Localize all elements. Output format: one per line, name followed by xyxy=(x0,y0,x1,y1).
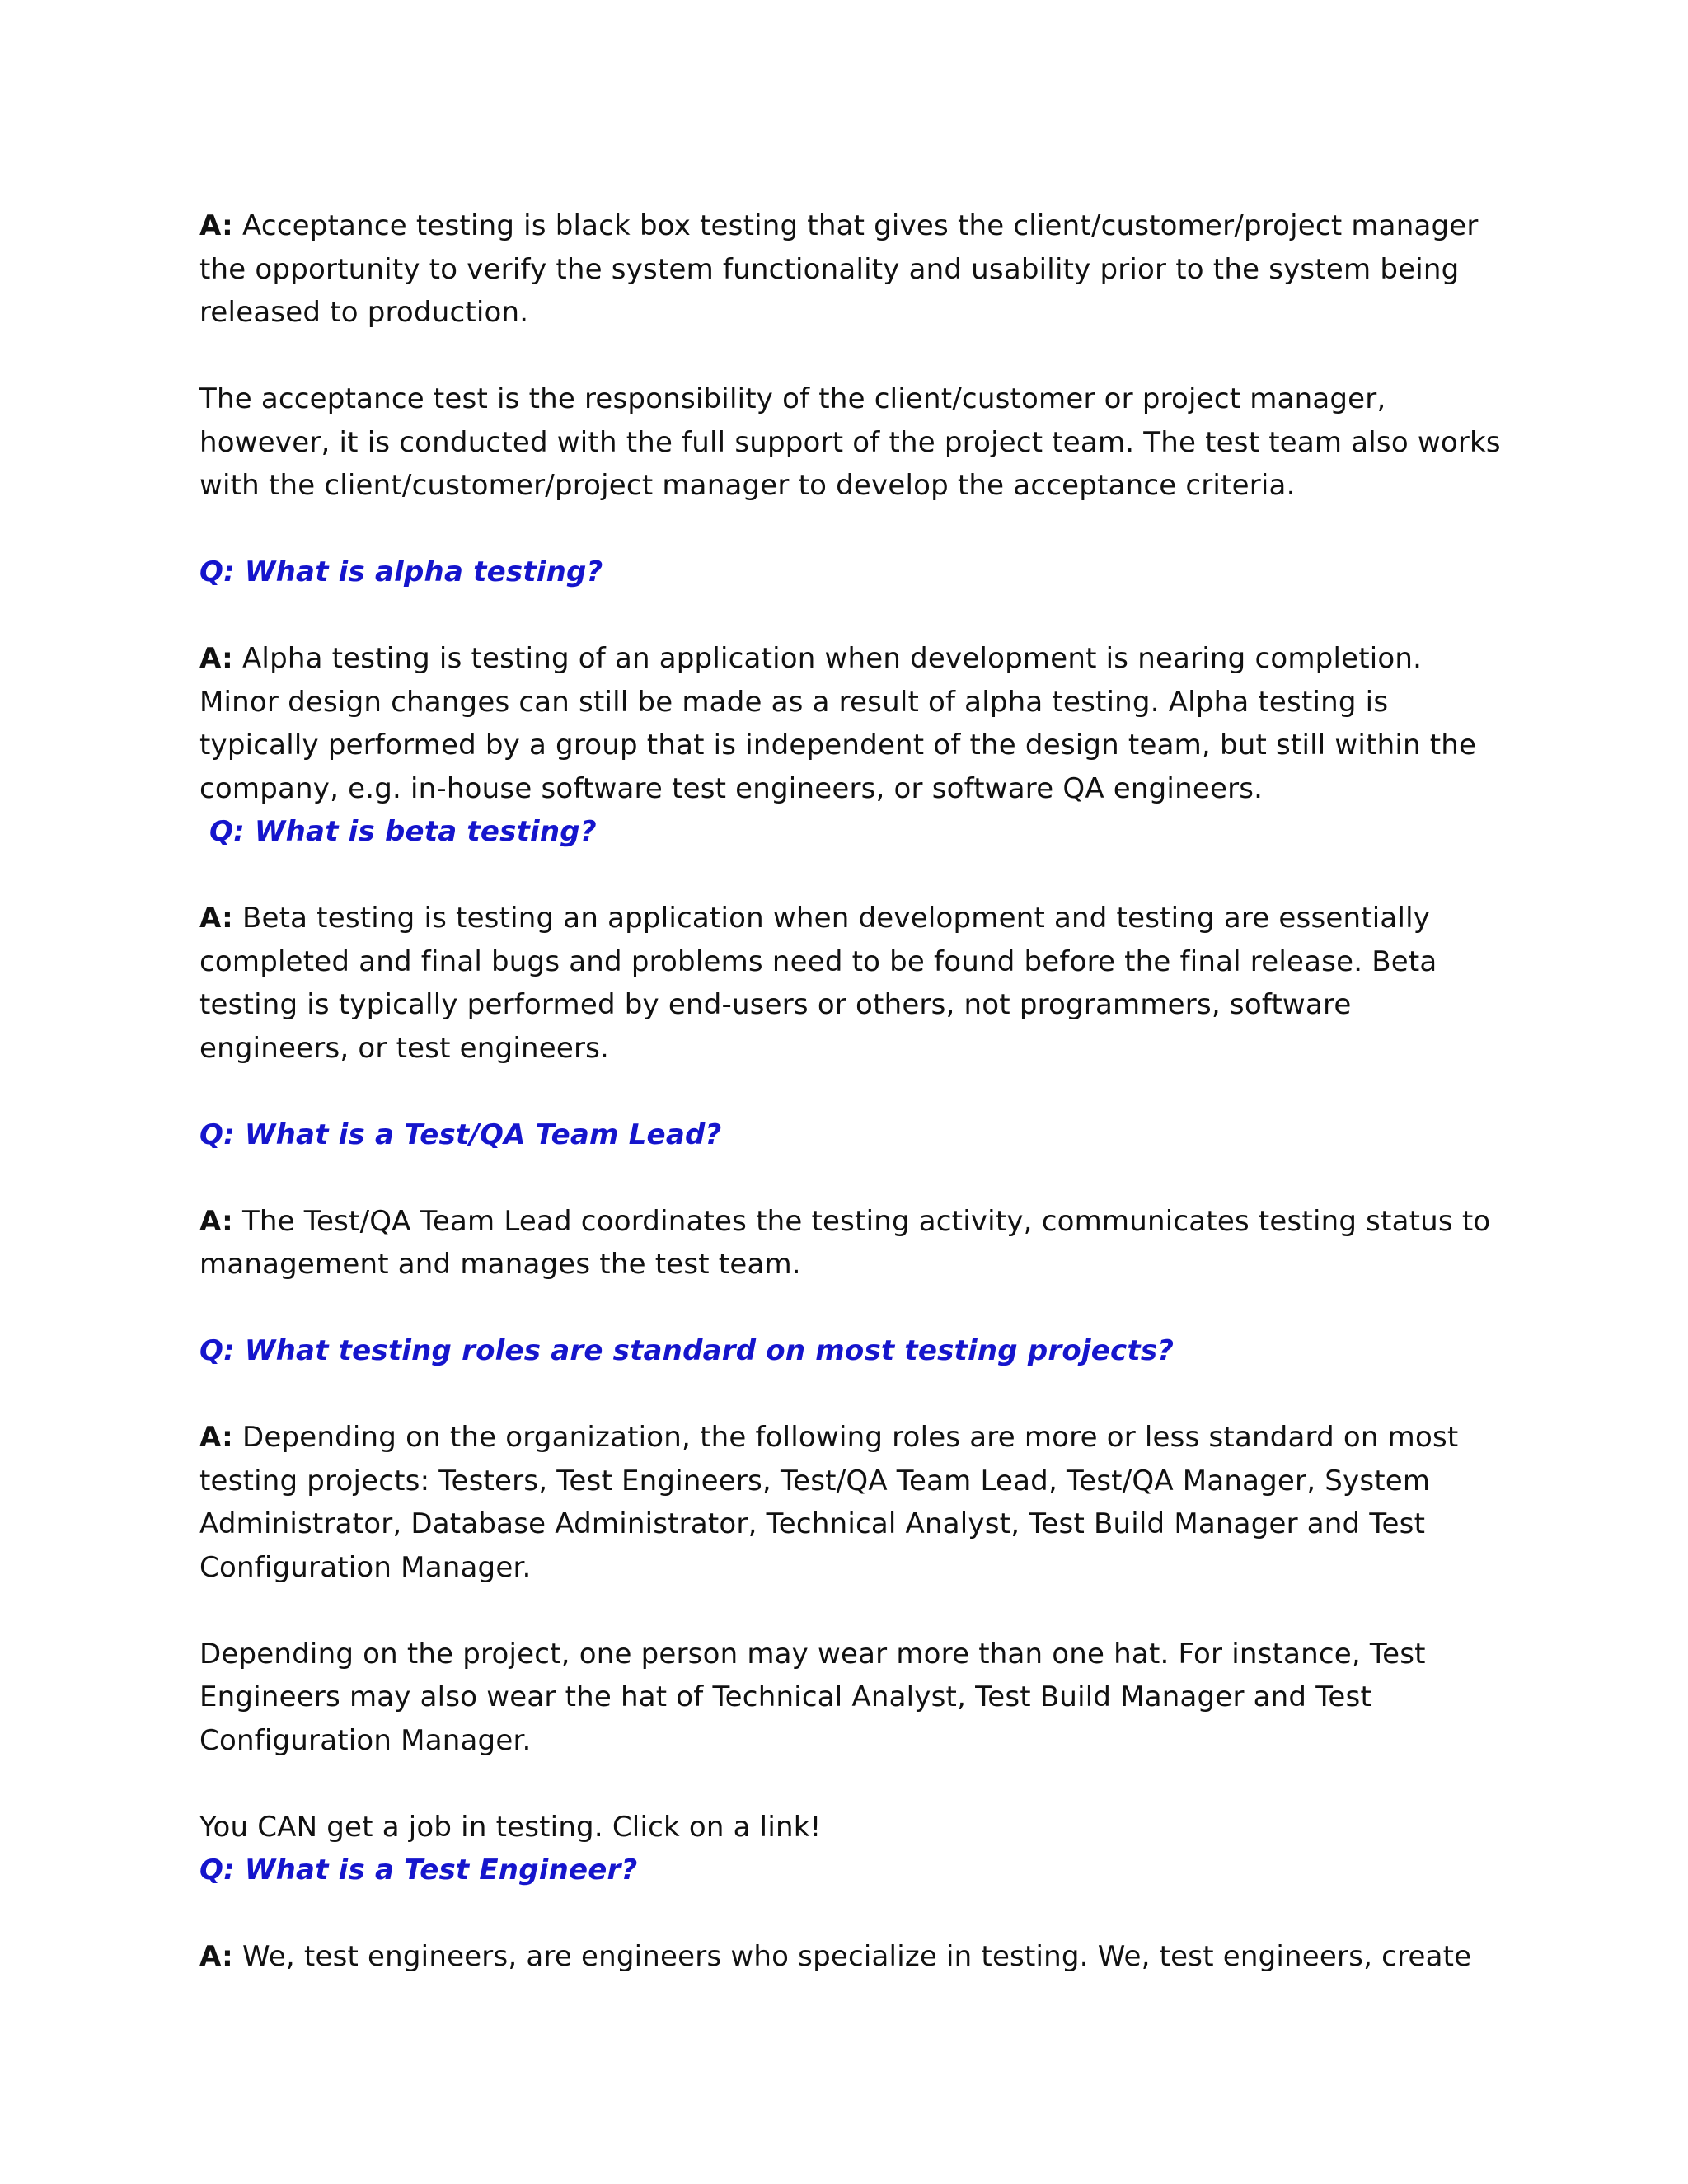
paragraph-gap xyxy=(199,508,1502,551)
paragraph-gap xyxy=(199,854,1502,898)
answer-label: A: xyxy=(199,1421,233,1454)
job-testing-link-text: You CAN get a job in testing. Click on a link! xyxy=(199,1810,822,1844)
paragraph-gap xyxy=(199,1762,1502,1806)
paragraph-gap xyxy=(199,1589,1502,1633)
paragraph-gap xyxy=(199,1892,1502,1936)
test-engineer-answer-paragraph xyxy=(199,1935,1502,1979)
paragraph-gap xyxy=(199,1373,1502,1417)
answer-text: The Test/QA Team Lead coordinates the testing activity, communicates testing status to management and manages the test team. xyxy=(199,1204,1491,1281)
test-qa-team-lead-question: Q: What is a Test/QA Team Lead? xyxy=(199,1118,722,1151)
beta-testing-answer-paragraph xyxy=(199,897,1502,1070)
document-content xyxy=(199,204,1502,1979)
answer-label: A: xyxy=(199,902,233,935)
answer-text: Alpha testing is testing of an application when development is nearing completion. Minor design changes can still be made as a result of alpha testing. Alpha testing is typically performed by a group that is independent of the design team, but still within the company, e.g. in-house software test engineers, or software QA engineers. xyxy=(199,642,1477,805)
paragraph-gap xyxy=(199,594,1502,638)
answer-text: Depending on the organization, the following roles are more or less standard on most testing projects: Testers, Test Engineers, Test/QA Team Lead, Test/QA Manager, System Administrator, Database Administrator, Technical Analyst, Test Build Manager and Test Configuration Manager. xyxy=(199,1421,1459,1584)
test-qa-team-lead-answer-paragraph xyxy=(199,1200,1502,1286)
paragraph-gap xyxy=(199,1286,1502,1330)
acceptance-answer-paragraph xyxy=(199,204,1502,335)
multiple-hats-paragraph: Depending on the project, one person may wear more than one hat. For instance, Test Engineers may also wear the hat of Technical Analyst, Test Build Manager and Test Configuration Manager. xyxy=(199,1637,1426,1757)
testing-roles-answer-paragraph xyxy=(199,1416,1502,1589)
alpha-testing-question: Q: What is alpha testing? xyxy=(199,555,603,588)
paragraph-gap xyxy=(199,1156,1502,1200)
testing-roles-question: Q: What testing roles are standard on most testing projects? xyxy=(199,1334,1175,1367)
alpha-testing-answer-paragraph xyxy=(199,637,1502,810)
beta-testing-question: Q: What is beta testing? xyxy=(209,815,597,848)
answer-label: A: xyxy=(199,209,233,242)
answer-text: Acceptance testing is black box testing that gives the client/customer/project manager the opportunity to verify the system functionality and usability prior to the system being released to production. xyxy=(199,209,1479,329)
paragraph-gap xyxy=(199,335,1502,378)
paragraph-gap xyxy=(199,1070,1502,1113)
answer-text: We, test engineers, are engineers who specialize in testing. We, test engineers, create xyxy=(241,1940,1472,1973)
answer-label: A: xyxy=(199,1940,233,1973)
test-engineer-question: Q: What is a Test Engineer? xyxy=(199,1854,638,1886)
acceptance-responsibility-paragraph: The acceptance test is the responsibility of the client/customer or project manager, however, it is conducted with the full support of the project team. The test team also works with the client/customer/project manager to develop the acceptance criteria. xyxy=(199,382,1501,502)
answer-label: A: xyxy=(199,642,233,675)
answer-label: A: xyxy=(199,1204,233,1238)
answer-text: Beta testing is testing an application when development and testing are essentially completed and final bugs and problems need to be found before the final release. Beta testing is typically performed by end-users or others, not programmers, software engineers, or test engineers. xyxy=(199,902,1437,1065)
